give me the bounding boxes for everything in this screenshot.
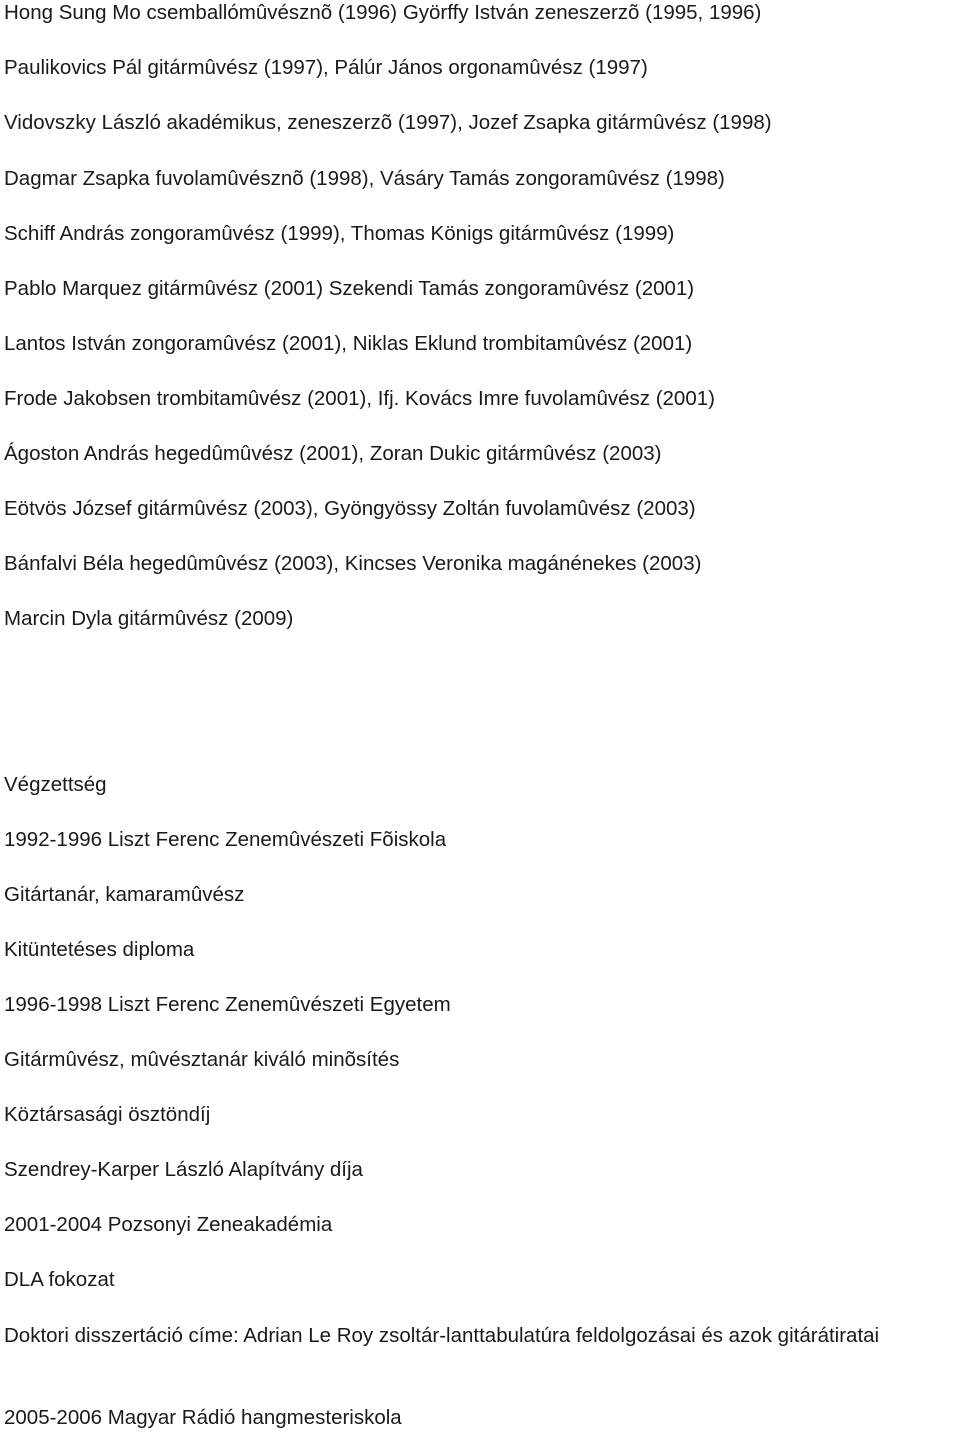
performer-line: Eötvös József gitármûvész (2003), Gyöngyössy Zoltán fuvolamûvész (2003) — [4, 497, 696, 520]
dissertation-title: Doktori disszertáció címe: Adrian Le Roy zsoltár-lanttabulatúra feldolgozásai és azok gitárátiratai — [4, 1324, 880, 1347]
performer-line: Dagmar Zsapka fuvolamûvésznõ (1998), Vásáry Tamás zongoramûvész (1998) — [4, 167, 725, 190]
performer-line: Hong Sung Mo csemballómûvésznõ (1996) Györffy István zeneszerzõ (1995, 1996) — [4, 1, 762, 24]
education-item: 2001-2004 Pozsonyi Zeneakadémia — [4, 1213, 333, 1236]
section-heading: Végzettség — [4, 773, 107, 796]
performer-line: Schiff András zongoramûvész (1999), Thomas Königs gitármûvész (1999) — [4, 222, 675, 245]
education-item: Kitüntetéses diploma — [4, 938, 195, 961]
performer-line: Vidovszky László akadémikus, zeneszerzõ (1997), Jozef Zsapka gitármûvész (1998) — [4, 111, 772, 134]
performer-line: Lantos István zongoramûvész (2001), Niklas Eklund trombitamûvész (2001) — [4, 332, 693, 355]
education-item: 1996-1998 Liszt Ferenc Zenemûvészeti Egyetem — [4, 993, 451, 1016]
education-item: Gitártanár, kamaramûvész — [4, 883, 245, 906]
performer-line: Marcin Dyla gitármûvész (2009) — [4, 607, 294, 630]
performer-line: Frode Jakobsen trombitamûvész (2001), Ifj. Kovács Imre fuvolamûvész (2001) — [4, 387, 715, 410]
education-item: 1992-1996 Liszt Ferenc Zenemûvészeti Fõiskola — [4, 828, 447, 851]
performer-line: Ágoston András hegedûmûvész (2001), Zoran Dukic gitármûvész (2003) — [4, 442, 662, 465]
performer-line: Pablo Marquez gitármûvész (2001) Szekendi Tamás zongoramûvész (2001) — [4, 277, 695, 300]
education-item: DLA fokozat — [4, 1268, 115, 1291]
education-item: Köztársasági ösztöndíj — [4, 1103, 211, 1126]
education-item: Gitármûvész, mûvésztanár kiváló minõsítés — [4, 1048, 400, 1071]
performer-line: Bánfalvi Béla hegedûmûvész (2003), Kincses Veronika magánénekes (2003) — [4, 552, 702, 575]
education-item: Szendrey-Karper László Alapítvány díja — [4, 1158, 363, 1181]
education-item: 2005-2006 Magyar Rádió hangmesteriskola — [4, 1406, 402, 1429]
performer-line: Paulikovics Pál gitármûvész (1997), Pálúr János orgonamûvész (1997) — [4, 56, 648, 79]
